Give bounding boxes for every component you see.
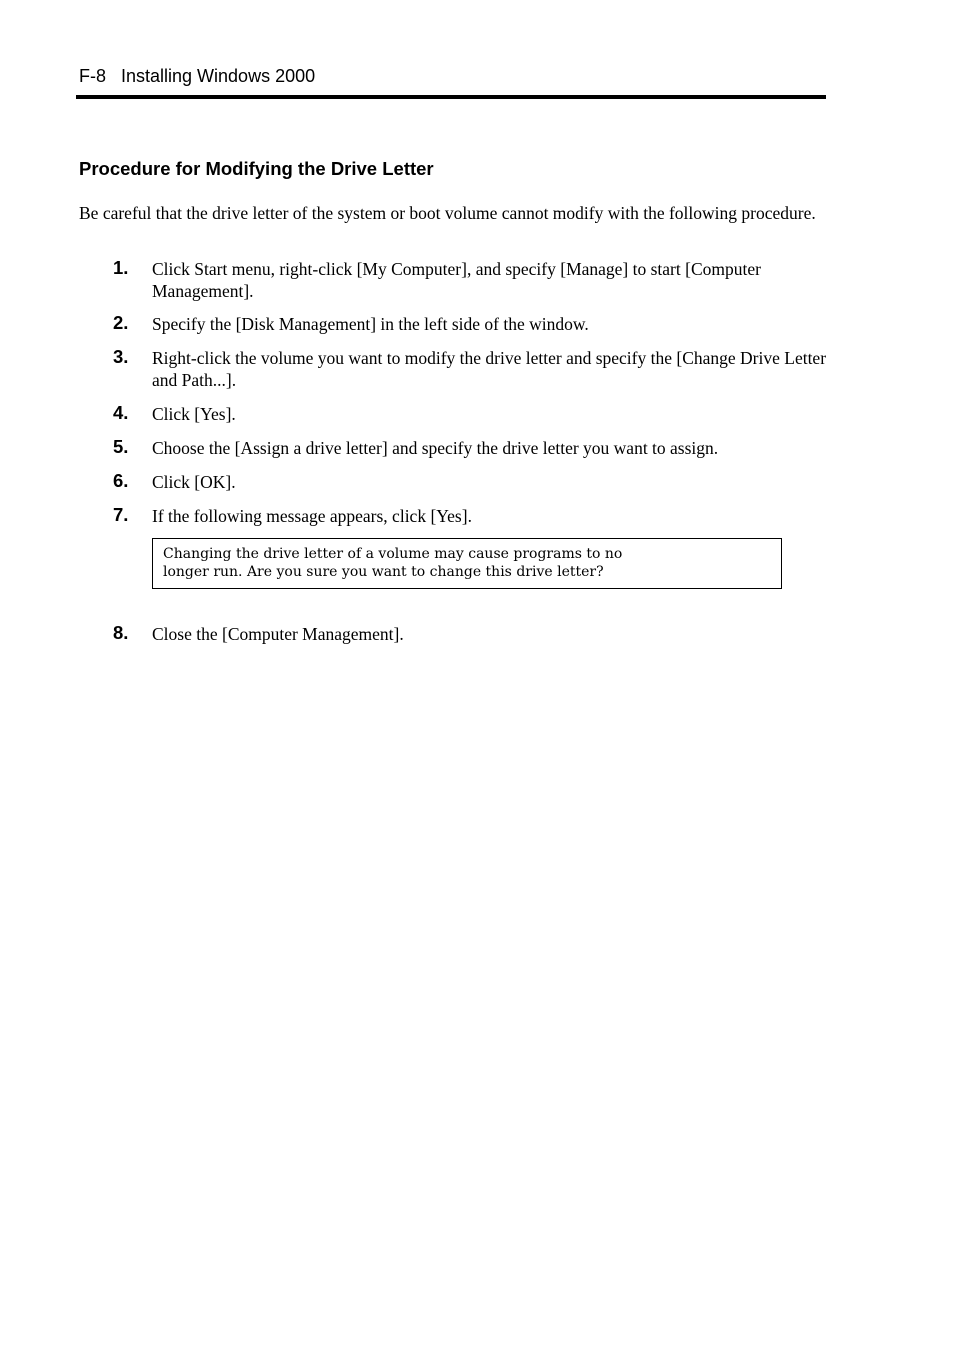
- step-number: 7.: [113, 504, 129, 525]
- step-text: Click Start menu, right-click [My Computer], and specify [Manage] to start [Computer Management].: [152, 259, 761, 301]
- step-text: Right-click the volume you want to modify the drive letter and specify the [Change Drive Letter and Path...].: [152, 348, 827, 390]
- message-text: Changing the drive letter of a volume may cause programs to no longer run. Are you sure you want to change this drive letter?: [163, 546, 623, 580]
- step-number: 3.: [113, 346, 129, 367]
- page-number: F-8: [79, 66, 106, 86]
- step-number: 1.: [113, 257, 129, 278]
- step-number: 4.: [113, 402, 129, 423]
- step-text: Close the [Computer Management].: [152, 624, 404, 644]
- header-rule: [76, 95, 826, 99]
- message-box: [152, 538, 782, 589]
- step-number: 8.: [113, 622, 129, 643]
- step-text: Click [Yes].: [152, 404, 236, 424]
- step-number: 6.: [113, 470, 129, 491]
- intro-paragraph: Be careful that the drive letter of the system or boot volume cannot modify with the following procedure.: [79, 203, 816, 223]
- step-text: Specify the [Disk Management] in the left side of the window.: [152, 314, 589, 334]
- page-header: [79, 65, 315, 87]
- step-number: 2.: [113, 312, 129, 333]
- step-text: Click [OK].: [152, 472, 236, 492]
- section-title: Procedure for Modifying the Drive Letter: [79, 158, 434, 179]
- step-number: 5.: [113, 436, 129, 457]
- step-text: If the following message appears, click [Yes].: [152, 506, 472, 526]
- chapter-title: Installing Windows 2000: [121, 66, 316, 86]
- step-text: Choose the [Assign a drive letter] and specify the drive letter you want to assign.: [152, 438, 719, 458]
